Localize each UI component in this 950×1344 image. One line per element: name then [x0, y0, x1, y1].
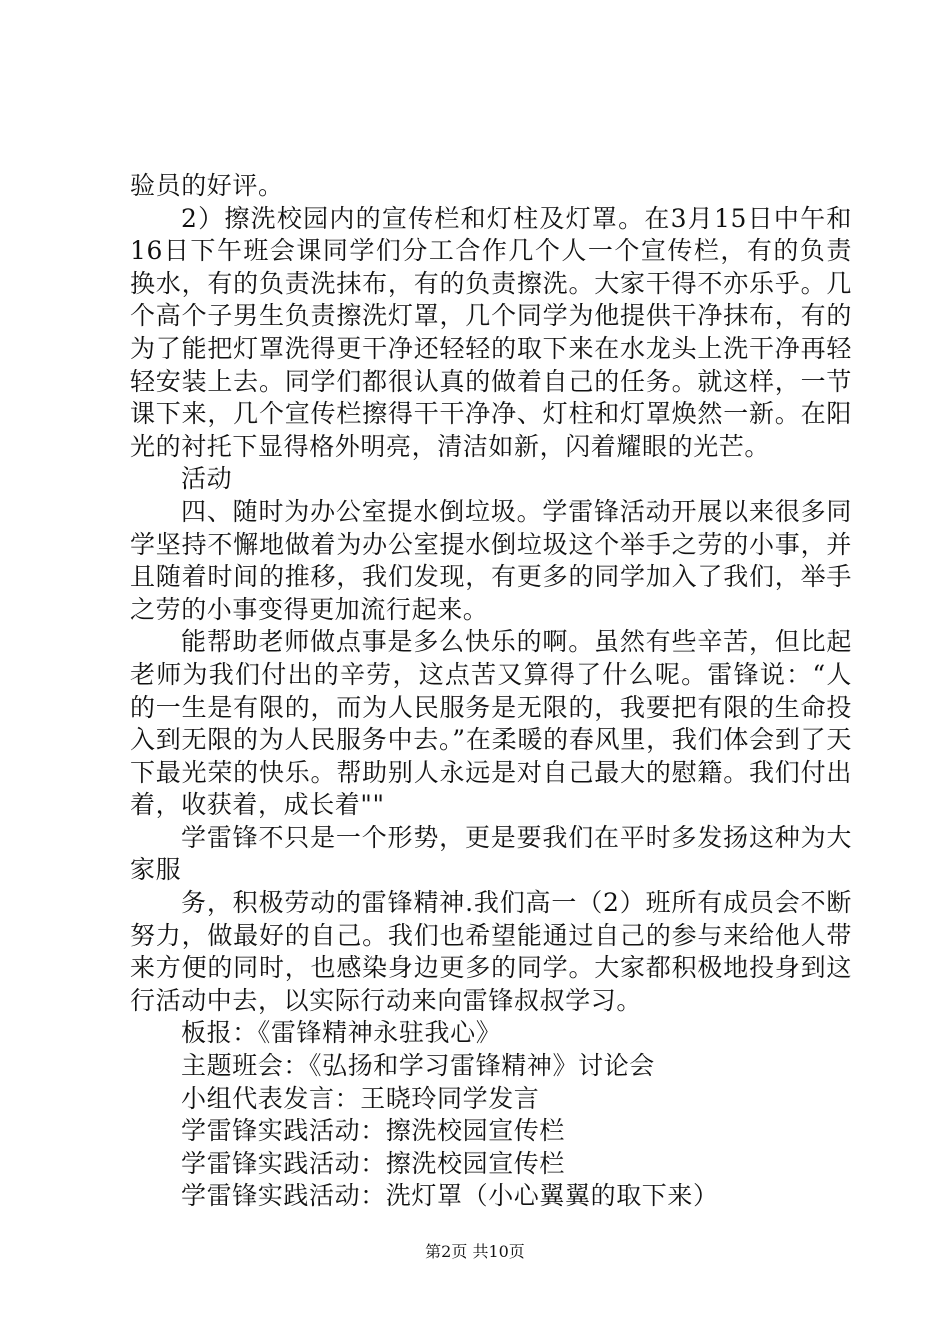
paragraph-2: 2）擦洗校园内的宣传栏和灯柱及灯罩。在3月15日中午和16日下午班会课同学们分工合作几个人一个宣传栏，有的负责换水，有的负责洗抹布，有的负责擦洗。大家干得不亦乐乎。几个高个子男生负责擦洗灯罩，几个同学为他提供干净抹布，有的为了能把灯罩洗得更干净还轻轻的取下来在水龙头上洗干净再轻轻安装上去。同学们都很认真的做着自己的任务。就这样，一节课下来，几个宣传栏擦得干干净净、灯柱和灯罩焕然一新。在阳光的衬托下显得格外明亮，清洁如新，闪着耀眼的光芒。 [130, 203, 852, 461]
paragraph-10: 小组代表发言：王晓玲同学发言 [181, 1083, 540, 1113]
paragraph-5: 能帮助老师做点事是多么快乐的啊。虽然有些辛苦，但比起老师为我们付出的辛劳，这点苦又算得了什么呢。雷锋说：“人的一生是有限的，而为人民服务是无限的，我要把有限的生命投入到无限的为人民服务中去。”在柔暖的春风里，我们体会到了天下最光荣的快乐。帮助别人永远是对自己最大的慰籍。我们付出着，收获着，成长着"" [130, 627, 852, 820]
page-footer: 第2页 共10页 [425, 1242, 525, 1261]
paragraph-6: 学雷锋不只是一个形势，更是要我们在平时多发扬这种为大家服 [130, 822, 852, 885]
paragraph-8: 板报：《雷锋精神永驻我心》 [181, 1018, 502, 1048]
paragraph-7: 务，积极劳动的雷锋精神.我们高一（2）班所有成员会不断努力，做最好的自己。我们也希望能通过自己的参与来给他人带来方便的同时，也感染身边更多的同学。大家都积极地投身到这行活动中去，以实际行动来向雷锋叔叔学习。 [130, 888, 852, 1015]
document-body [130, 170, 852, 1213]
paragraph-12: 学雷锋实践活动：擦洗校园宣传栏 [181, 1148, 566, 1178]
paragraph-13: 学雷锋实践活动：洗灯罩（小心翼翼的取下来） [181, 1181, 719, 1211]
paragraph-1: 验员的好评。 [130, 171, 284, 200]
paragraph-4: 四、随时为办公室提水倒垃圾。学雷锋活动开展以来很多同学坚持不懈地做着为办公室提水倒垃圾这个举手之劳的小事，并且随着时间的推移，我们发现，有更多的同学加入了我们，举手之劳的小事变得更加流行起来。 [130, 496, 852, 624]
paragraph-3: 活动 [181, 464, 233, 494]
paragraph-9: 主题班会：《弘扬和学习雷锋精神》讨论会 [181, 1051, 655, 1081]
paragraph-11: 学雷锋实践活动：擦洗校园宣传栏 [181, 1116, 566, 1146]
